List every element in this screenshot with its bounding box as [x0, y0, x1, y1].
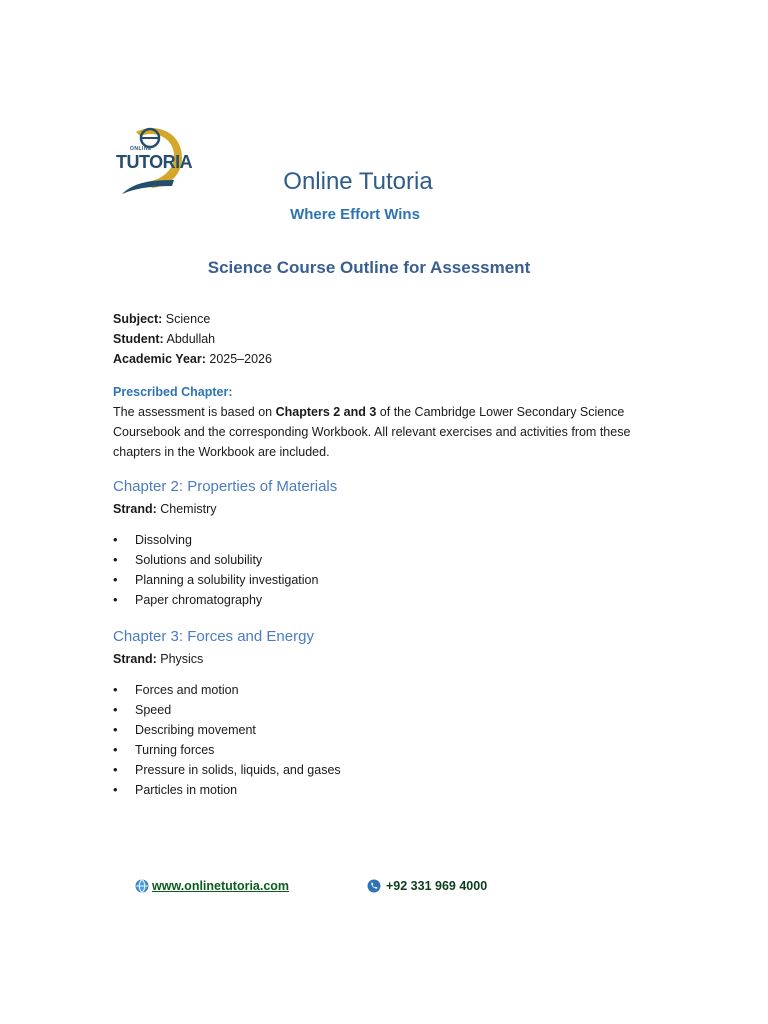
bullet-icon: •: [113, 532, 118, 547]
document-body: [113, 309, 653, 800]
topic-text: Pressure in solids, liquids, and gases: [135, 763, 341, 777]
brand-title: Online Tutoria: [283, 168, 433, 195]
list-item: [113, 780, 653, 800]
list-item: [113, 720, 653, 740]
list-item: [113, 550, 653, 570]
list-item: [113, 740, 653, 760]
strand-value: Chemistry: [160, 502, 217, 516]
student-value: Abdullah: [166, 332, 216, 346]
logo-small-text: ONLINE: [130, 146, 152, 152]
bullet-icon: •: [113, 592, 118, 607]
academic-year-label: Academic Year:: [113, 352, 206, 366]
website-link[interactable]: www.onlinetutoria.com: [152, 879, 290, 893]
list-item: [113, 760, 653, 780]
list-item: [113, 700, 653, 720]
topic-text: Describing movement: [135, 723, 256, 737]
topic-text: Forces and motion: [135, 683, 239, 697]
topic-text: Planning a solubility investigation: [135, 573, 319, 587]
globe-icon: [135, 879, 149, 893]
student-label: Student:: [113, 332, 164, 346]
topic-text: Paper chromatography: [135, 593, 263, 607]
bullet-icon: •: [113, 702, 118, 717]
list-item: [113, 590, 653, 610]
strand-label: Strand:: [113, 652, 157, 666]
topic-text: Speed: [135, 703, 172, 717]
list-item: [113, 680, 653, 700]
phone-number[interactable]: +92 331 969 4000: [386, 879, 488, 893]
chapter-3-heading: Chapter 3: Forces and Energy: [113, 628, 314, 645]
bullet-icon: •: [113, 682, 118, 697]
subject-label: Subject:: [113, 312, 163, 326]
phone-contact: [367, 879, 487, 893]
bullet-icon: •: [113, 762, 118, 777]
prescribed-paragraph: [113, 402, 653, 462]
chapter-2-heading: Chapter 2: Properties of Materials: [113, 478, 338, 495]
academic-year-value: 2025–2026: [209, 352, 272, 366]
subject-row: [113, 309, 653, 329]
topic-text: Turning forces: [135, 743, 215, 757]
bullet-icon: •: [113, 572, 118, 587]
topic-text: Dissolving: [135, 533, 192, 547]
prescribed-text-before: The assessment is based on: [113, 405, 276, 419]
bullet-icon: •: [113, 742, 118, 757]
bullet-icon: •: [113, 782, 118, 797]
list-item: [113, 530, 653, 550]
bullet-icon: •: [113, 552, 118, 567]
strand-label: Strand:: [113, 502, 157, 516]
chapter-2-topic-list: [113, 530, 653, 610]
prescribed-chapter-label: Prescribed Chapter:: [113, 385, 233, 399]
document-title: Science Course Outline for Assessment: [207, 258, 531, 277]
strand-value: Physics: [160, 652, 204, 666]
list-item: [113, 570, 653, 590]
chapter-3-strand: [113, 649, 653, 669]
chapter-2-strand: [113, 499, 653, 519]
phone-icon: [367, 879, 381, 893]
footer: [0, 879, 768, 899]
logo-main-text: TUTORIA: [116, 152, 193, 172]
topic-text: Solutions and solubility: [135, 553, 263, 567]
brand-tagline: Where Effort Wins: [290, 206, 420, 223]
topic-text: Particles in motion: [135, 783, 238, 797]
prescribed-text-after: of the Cambridge Lower Secondary Science Coursebook and the corresponding Workbook. All relevant exercises and activities from these chapters in the Workbook are included.: [113, 405, 631, 459]
student-row: [113, 329, 653, 349]
chapter-3-topic-list: [113, 680, 653, 800]
bullet-icon: •: [113, 722, 118, 737]
academic-year-row: [113, 349, 653, 369]
website-contact: [135, 879, 289, 893]
subject-value: Science: [165, 312, 211, 326]
prescribed-text-bold: Chapters 2 and 3: [275, 405, 377, 419]
